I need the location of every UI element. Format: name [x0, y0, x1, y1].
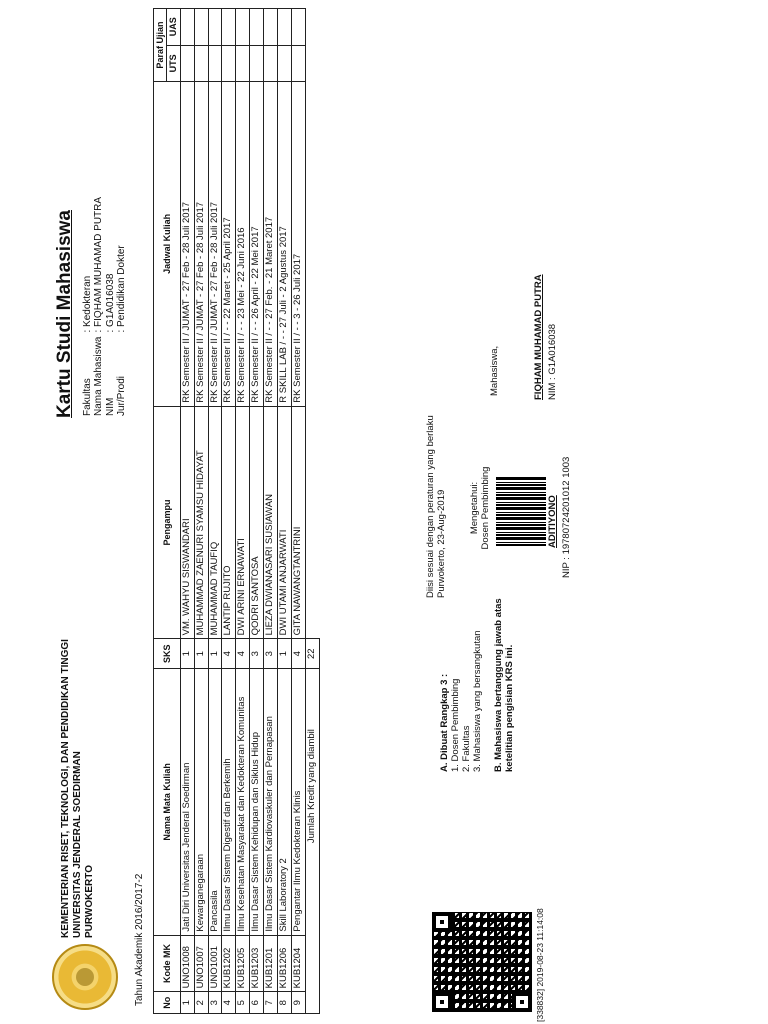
header-code: Kode MK [154, 935, 181, 992]
row-uts-cell [236, 45, 250, 82]
row-lecturer: MUHAMMAD ZAENURI SYAMSU HIDAYAT [194, 406, 208, 639]
row-code: KUB1203 [250, 935, 264, 992]
row-uts-cell [208, 45, 222, 82]
responsibility-line-1: B. Mahasiswa bertanggung jawab atas [492, 598, 504, 772]
row-uas-cell [264, 9, 278, 46]
header-uas: UAS [167, 9, 180, 46]
row-no: 6 [250, 992, 264, 1014]
row-schedule: RK Semester II / JUMAT - 27 Feb - 28 Juli 2017 [194, 82, 208, 407]
row-schedule: R SKILL LAB / - - 27 Juli - 2 Agustus 2017 [278, 82, 292, 407]
row-code: KUB1206 [278, 935, 292, 992]
row-uas-cell [222, 9, 236, 46]
row-schedule: RK Semester II / - - 26 April - 22 Mei 2017 [250, 82, 264, 407]
row-uas-cell [208, 9, 222, 46]
header-lecturer: Pengampu [154, 406, 181, 639]
student-signature-nim: NIM : G1A016038 [547, 323, 558, 400]
advisor-nip: NIP : 19780724201012 1003 [561, 456, 572, 578]
row-no: 2 [194, 992, 208, 1014]
copy-item: 1. Dosen Pembimbing [449, 678, 461, 772]
row-schedule: RK Semester II / JUMAT - 27 Feb - 28 Juli 2017 [180, 82, 194, 407]
row-lecturer: DWI UTAMI ANJARWATI [278, 406, 292, 639]
advisor-role: Dosen Pembimbing [479, 466, 491, 550]
row-sks: 3 [250, 639, 264, 669]
student-name-value: : FIQHAM MUHAMAD PUTRA [93, 196, 105, 333]
faculty-value: : Kedokteran [81, 275, 93, 333]
row-course-name: Pengantar Ilmu Kedokteran Klinis [292, 669, 306, 935]
program-label: Jur/Prodi [116, 375, 128, 416]
row-course-name: Skill Laboratory 2 [278, 669, 292, 935]
row-lecturer: VM. WAHYU SISWANDARI [180, 406, 194, 639]
row-sks: 1 [180, 639, 194, 669]
acknowledged-label: Mengetahui: [469, 481, 480, 535]
student-info [82, 195, 128, 418]
row-sks: 4 [236, 639, 250, 669]
row-uas-cell [292, 9, 306, 46]
print-stamp: [338832] 2019-08-23 11:14:08 [535, 908, 545, 1022]
student-role: Mahasiswa, [489, 345, 500, 396]
row-code: UNO1007 [194, 935, 208, 992]
row-schedule: RK Semester II / - - 27 Feb. - 21 Maret 2017 [264, 82, 278, 407]
table-row [278, 9, 292, 1014]
row-uts-cell [264, 45, 278, 82]
row-uas-cell [278, 9, 292, 46]
row-code: UNO1001 [208, 935, 222, 992]
row-course-name: Ilmu Dasar Sistem Kehidupan dan Siklus Hidup [250, 669, 264, 935]
university-logo [52, 944, 118, 1010]
row-lecturer: GITA NAWANGTANTRINI [292, 406, 306, 639]
row-code: KUB1201 [264, 935, 278, 992]
student-signature-name: FIQHAM MUHAMAD PUTRA [533, 274, 544, 400]
row-no: 9 [292, 992, 306, 1014]
qr-code [432, 912, 532, 1012]
row-no: 3 [208, 992, 222, 1014]
row-course-name: Jati Diri Universitas Jenderal Soedirman [180, 669, 194, 935]
row-schedule: RK Semester II / - - 3 - 26 Juli 2017 [292, 82, 306, 407]
row-uts-cell [222, 45, 236, 82]
row-code: UNO1008 [180, 935, 194, 992]
city-name: PURWOKERTO [84, 865, 95, 938]
course-table [153, 8, 320, 1014]
student-name-label: Nama Mahasiswa [93, 336, 105, 416]
header-sks: SKS [154, 639, 181, 669]
table-row [180, 9, 194, 1014]
row-course-name: Pancasila [208, 669, 222, 935]
table-row [194, 9, 208, 1014]
row-no: 7 [264, 992, 278, 1014]
copies-note [440, 598, 516, 772]
ministry-name: KEMENTERIAN RISET, TEKNOLOGI, DAN PENDIDIKAN TINGGI [60, 639, 71, 938]
row-uas-cell [250, 9, 264, 46]
copy-item: 3. Mahasiswa yang bersangkutan [471, 630, 483, 772]
row-no: 8 [278, 992, 292, 1014]
row-sks: 1 [194, 639, 208, 669]
row-uts-cell [180, 45, 194, 82]
row-sks: 4 [222, 639, 236, 669]
row-uas-cell [236, 9, 250, 46]
row-lecturer: LIEZA DWIANASARI SUSIAWAN [264, 406, 278, 639]
place-date: Purwokerto, 23-Aug-2019 [435, 489, 447, 598]
validation-text [426, 415, 448, 598]
total-credits-value: 22 [305, 639, 319, 669]
row-uts-cell [194, 45, 208, 82]
row-course-name: Ilmu Kesehatan Masyarakat dan Kedokteran Komunitas [236, 669, 250, 935]
row-schedule: RK Semester II / JUMAT - 27 Feb - 28 Juli 2017 [208, 82, 222, 407]
row-course-name: Ilmu Dasar Sistem Kardiovaskuler dan Pernapasan [264, 669, 278, 935]
row-sks: 1 [278, 639, 292, 669]
table-total-row [305, 9, 319, 1014]
row-uas-cell [180, 9, 194, 46]
table-row [292, 9, 306, 1014]
row-schedule: RK Semester II / - - 22 Maret - 25 April 2017 [222, 82, 236, 407]
filled-note: Diisi sesuai dengan peraturan yang berlaku [425, 415, 436, 598]
row-uts-cell [292, 45, 306, 82]
row-sks: 4 [292, 639, 306, 669]
row-code: KUB1205 [236, 935, 250, 992]
row-no: 1 [180, 992, 194, 1014]
total-credits-label: Jumlah Kredit yang diambil [305, 669, 319, 1014]
card-title: Kartu Studi Mahasiswa [54, 210, 75, 418]
header-schedule: Jadwal Kuliah [154, 82, 181, 407]
table-row [264, 9, 278, 1014]
row-course-name: Kewarganegaraan [194, 669, 208, 935]
row-code: KUB1204 [292, 935, 306, 992]
advisor-block [470, 438, 492, 578]
row-no: 4 [222, 992, 236, 1014]
nim-value: : G1A016038 [104, 273, 116, 333]
table-row [250, 9, 264, 1014]
row-uas-cell [194, 9, 208, 46]
row-schedule: RK Semester II / - - 23 Mei - 22 Juni 2016 [236, 82, 250, 407]
table-row [222, 9, 236, 1014]
faculty-label: Fakultas [81, 378, 93, 416]
copy-item: 2. Fakultas [460, 725, 472, 772]
academic-year: Tahun Akademik 2016/2017-2 [134, 873, 145, 1006]
header-no: No [154, 992, 181, 1014]
advisor-name: ADITIYONO [547, 495, 558, 548]
advisor-barcode [496, 476, 546, 546]
row-lecturer: DWI ARINI ERNAWATI [236, 406, 250, 639]
row-course-name: Ilmu Dasar Sistem Digestif dan Berkemih [222, 669, 236, 935]
row-lecturer: QODRI SANTOSA [250, 406, 264, 639]
nim-label: NIM [104, 397, 116, 416]
card-info [54, 195, 128, 418]
header-course-name: Nama Mata Kuliah [154, 669, 181, 935]
responsibility-line-2: ketelitian pengisian KRS ini. [503, 644, 515, 772]
table-row [208, 9, 222, 1014]
row-lecturer: MUHAMMAD TAUFIQ [208, 406, 222, 639]
header-exam-sign: Paraf Ujian [154, 9, 167, 82]
table-header-row [154, 9, 167, 1014]
row-sks: 3 [264, 639, 278, 669]
row-lecturer: LANTIP RUJITO [222, 406, 236, 639]
row-code: KUB1202 [222, 935, 236, 992]
institution-header [60, 639, 96, 938]
copies-title: A. Dibuat Rangkap 3 : [439, 673, 450, 772]
row-sks: 1 [208, 639, 222, 669]
row-no: 5 [236, 992, 250, 1014]
university-name: UNIVERSITAS JENDERAL SOEDIRMAN [72, 751, 83, 938]
row-uts-cell [250, 45, 264, 82]
table-row [236, 9, 250, 1014]
header-uts: UTS [167, 45, 180, 82]
program-value: : Pendidikan Dokter [116, 245, 128, 333]
row-uts-cell [278, 45, 292, 82]
